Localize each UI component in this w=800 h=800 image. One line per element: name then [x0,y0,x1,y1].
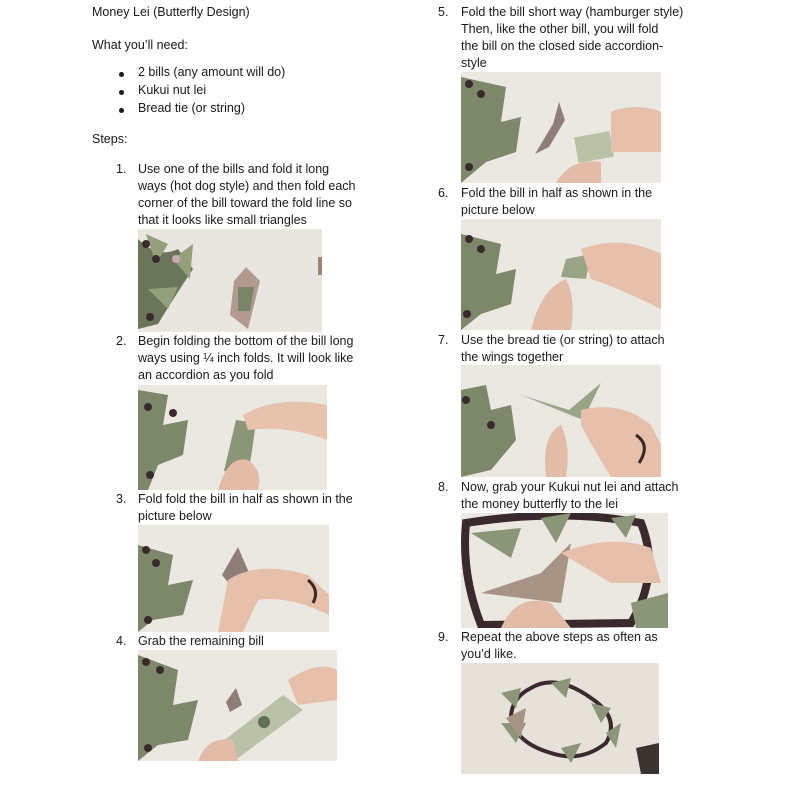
step-number: 3. [116,492,127,506]
step-photo [461,72,661,183]
step-text-line: Now, grab your Kukui nut lei and attach [461,480,679,494]
step-text-line: that it looks like small triangles [138,213,307,227]
bullet-icon [119,108,124,113]
step-text-line: you’d like. [461,647,517,661]
step-number: 4. [116,634,127,648]
step-photo [461,663,659,774]
step-number: 2. [116,334,127,348]
step-text-line: ways using ¼ inch folds. It will look like [138,351,354,365]
step-text-line: ways (hot dog style) and then fold each [138,179,356,193]
document-title: Money Lei (Butterfly Design) [92,5,250,19]
steps-heading: Steps: [92,132,128,146]
step-text-line: an accordion as you fold [138,368,274,382]
step-text-line: Use one of the bills and fold it long [138,162,330,176]
step-photo [138,525,329,632]
step-text-line: corner of the bill toward the fold line so [138,196,353,210]
bullet-icon [119,90,124,95]
step-photo [461,219,661,330]
step-number: 7. [438,333,449,347]
step-number: 6. [438,186,449,200]
step-photo [138,229,322,332]
step-text-line: the money butterfly to the lei [461,497,619,511]
step-text-line: Use the bread tie (or string) to attach [461,333,665,347]
step-photo [138,385,327,490]
step-number: 8. [438,480,449,494]
needs-item: Kukui nut lei [138,83,207,97]
step-number: 9. [438,630,449,644]
step-text-line: the wings together [461,350,564,364]
step-photo [461,365,661,477]
step-photo [138,650,337,761]
needs-heading: What you’ll need: [92,38,188,52]
step-photo [461,513,668,628]
step-text-line: Begin folding the bottom of the bill long [138,334,354,348]
step-text-line: style [461,56,487,70]
step-number: 5. [438,5,449,19]
step-text-line: the bill on the closed side accordion- [461,39,664,53]
step-text-line: Fold the bill in half as shown in the [461,186,653,200]
step-text-line: Repeat the above steps as often as [461,630,658,644]
step-text-line: Then, like the other bill, you will fold [461,22,659,36]
step-text-line: Fold fold the bill in half as shown in the [138,492,353,506]
step-number: 1. [116,162,127,176]
needs-item: 2 bills (any amount will do) [138,65,286,79]
step-text-line: Grab the remaining bill [138,634,264,648]
step-text-line: picture below [138,509,212,523]
needs-item: Bread tie (or string) [138,101,245,115]
step-text-line: picture below [461,203,535,217]
bullet-icon [119,72,124,77]
step-text-line: Fold the bill short way (hamburger style) [461,5,684,19]
